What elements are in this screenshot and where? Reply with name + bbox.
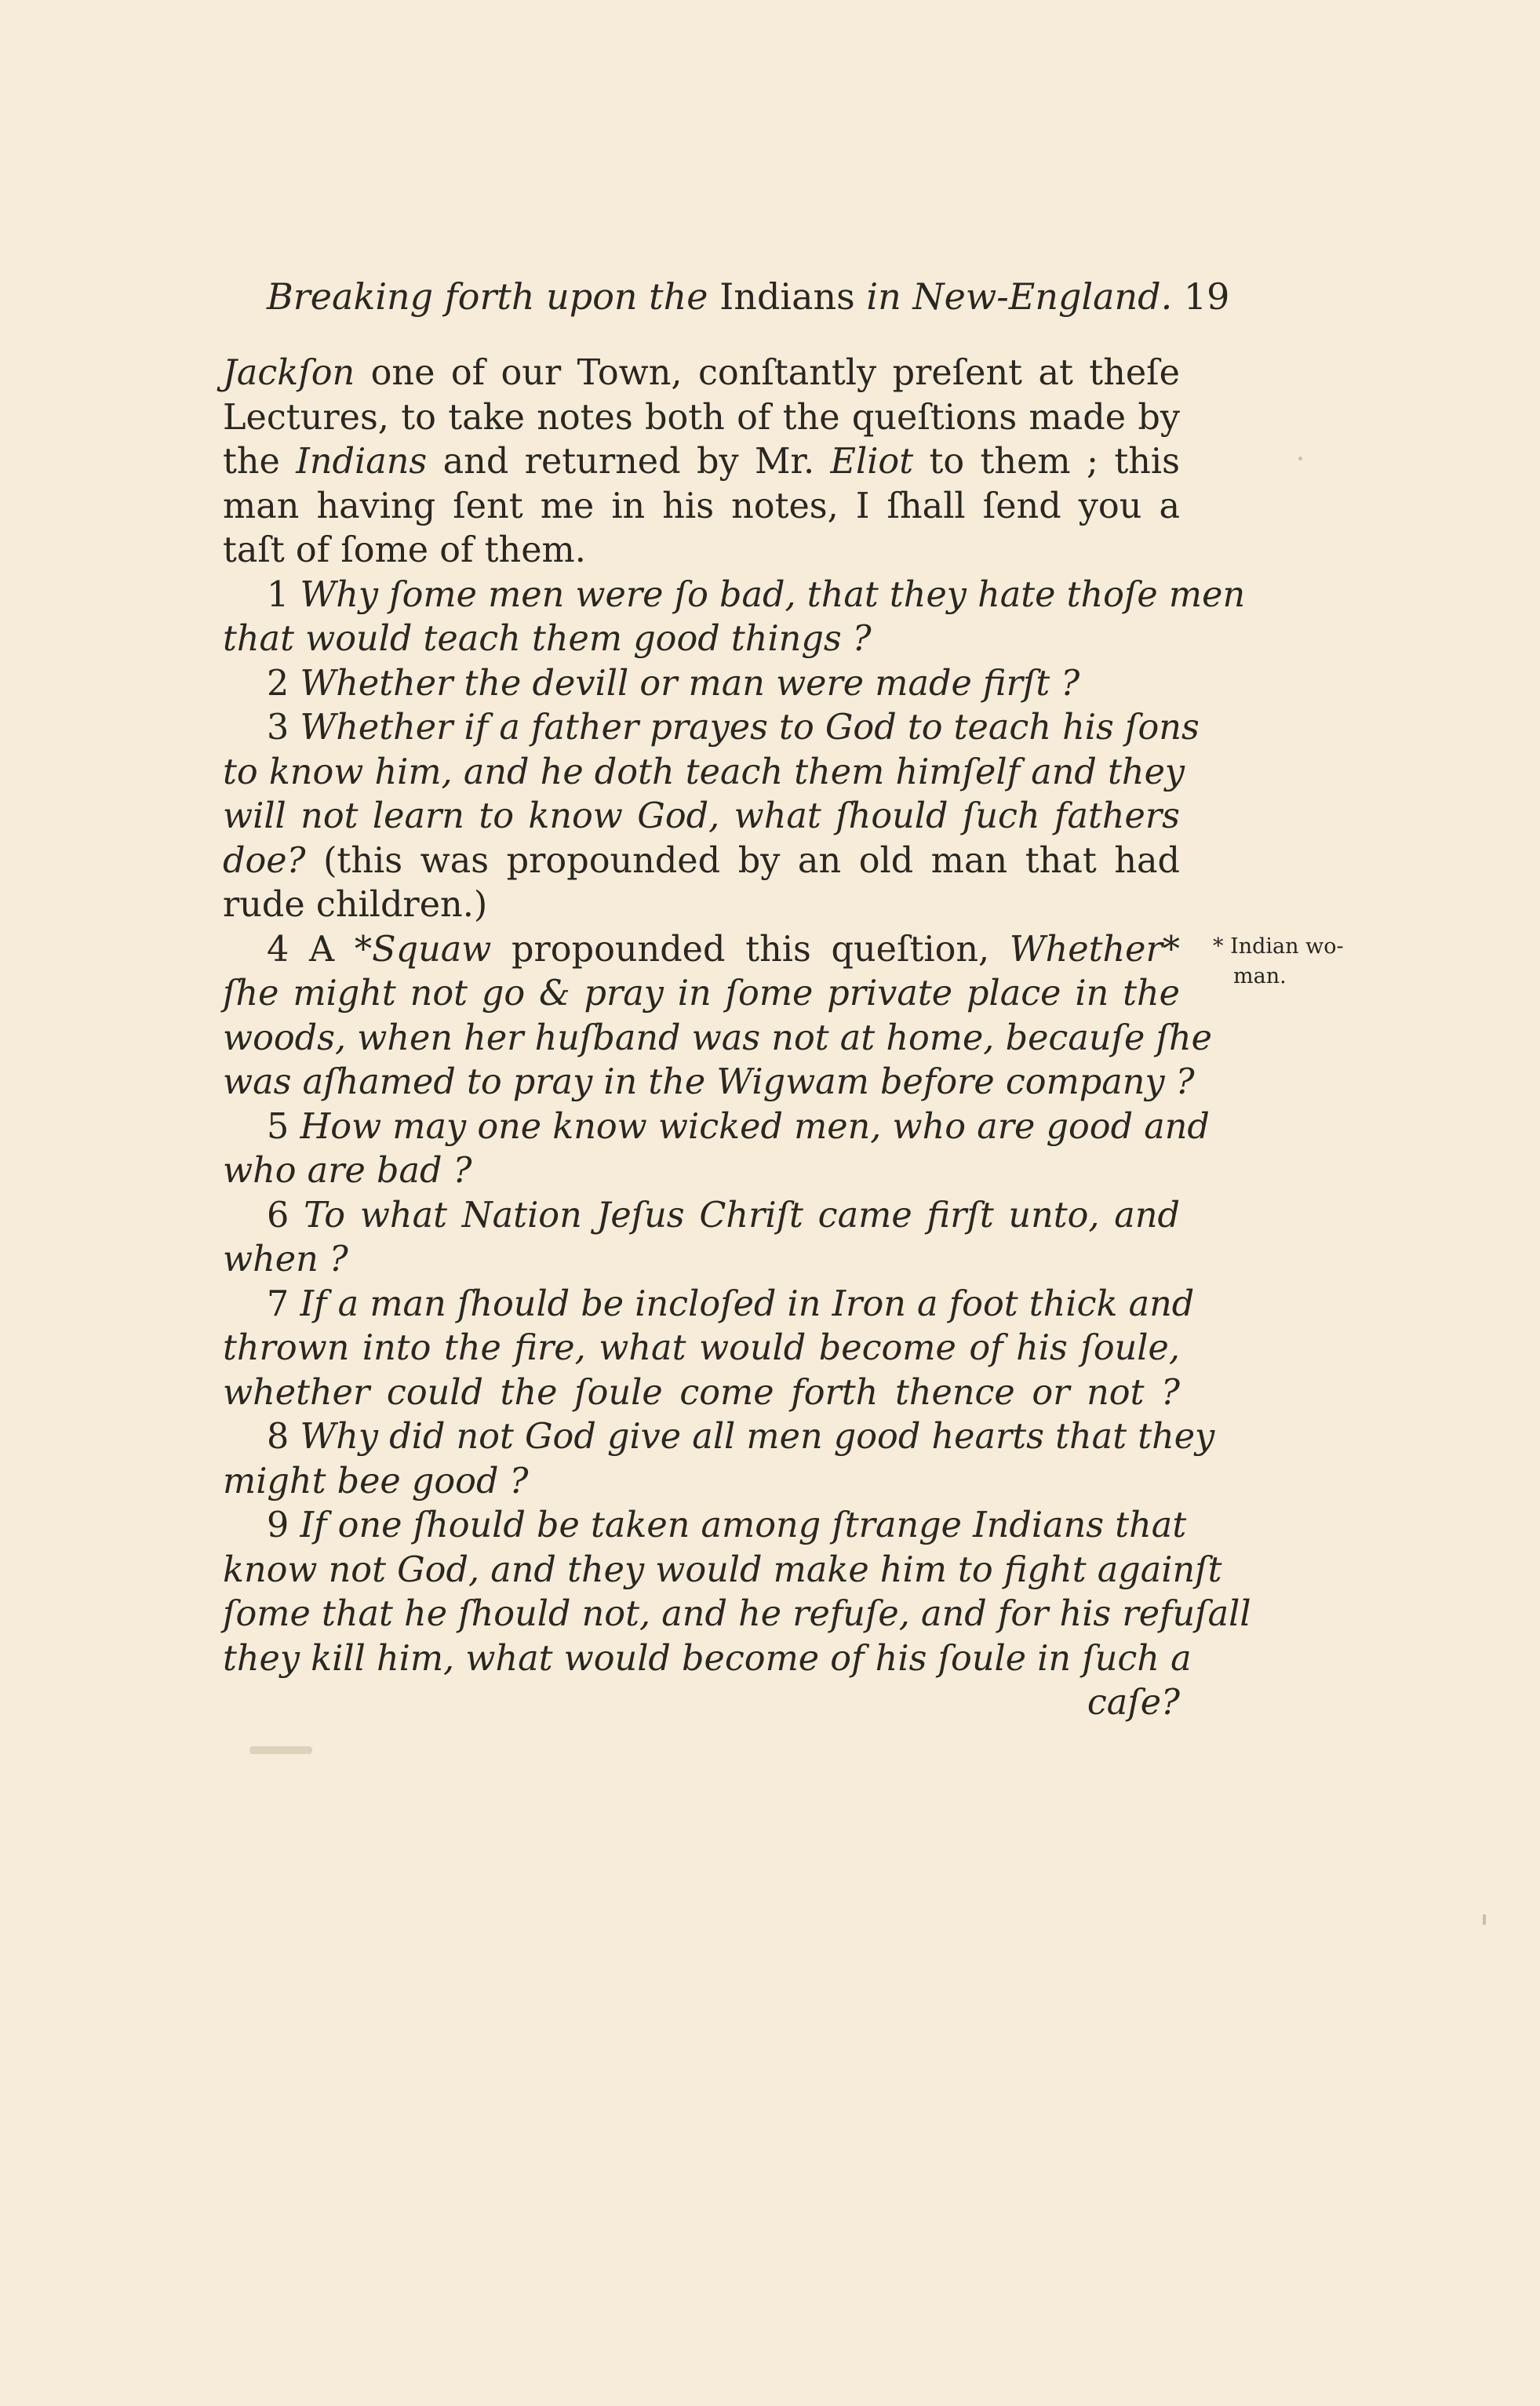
running-head (267, 273, 1230, 320)
text-segment: 2 (267, 663, 300, 704)
marginal-note-line-2: man. (1233, 964, 1287, 988)
text-segment: 7 (267, 1283, 300, 1324)
running-head-title-part3: in New-England. (866, 275, 1173, 318)
text-segment: rude children.) (223, 885, 488, 925)
text-line (223, 1415, 1215, 1460)
text-segment: 8 (267, 1417, 300, 1457)
text-segment: taſt of ſome of them. (223, 530, 586, 570)
text-line (223, 883, 1180, 928)
text-segment: they kill him, what would become of his ſoule in ſuch a (223, 1638, 1192, 1679)
text-segment: caſe? (1087, 1683, 1180, 1723)
text-line (223, 1460, 1180, 1505)
text-line (223, 795, 1180, 839)
text-segment: 1 (267, 574, 300, 615)
running-head-title-part2: Indians (719, 275, 855, 318)
text-line (223, 396, 1180, 441)
text-line (223, 1105, 1210, 1150)
paper-speck (1483, 1914, 1486, 1925)
text-line (223, 972, 1180, 1017)
text-line (223, 1283, 1195, 1327)
text-line (223, 706, 1200, 751)
text-segment: and returned by Mr. (427, 442, 831, 482)
text-line (223, 351, 1180, 396)
text-segment: the (223, 442, 297, 482)
text-line (223, 440, 1180, 485)
text-segment: 9 (267, 1505, 300, 1545)
text-line (223, 529, 1180, 573)
text-line (223, 1061, 1195, 1105)
text-segment: who are bad ? (223, 1151, 472, 1191)
text-segment: To what Nation Jeſus Chriſt came firſt unto, and (304, 1195, 1180, 1236)
text-segment: How may one know wicked men, who are good and (300, 1106, 1210, 1147)
text-segment: will not learn to know God, what ſhould ſuch fathers (223, 796, 1180, 836)
text-line (223, 1149, 1180, 1194)
text-segment: might bee good ? (223, 1461, 529, 1501)
text-segment: doe? (223, 840, 306, 881)
text-segment: Why did not God give all men good hearts that they (300, 1417, 1215, 1457)
text-line (223, 1681, 1180, 1726)
text-segment: Indians (296, 442, 428, 482)
running-head-title-part1: Breaking forth upon the (267, 275, 708, 318)
paper-mark (249, 1746, 312, 1754)
marginal-note-line-1: * Indian wo- (1213, 934, 1344, 959)
text-segment: If one ſhould be taken among ſtrange Indians that (300, 1505, 1187, 1545)
text-segment: one of our Town, conſtantly preſent at theſe (355, 353, 1180, 393)
text-line (223, 1371, 1180, 1416)
text-line (223, 1327, 1180, 1371)
paper-speck (1298, 457, 1302, 460)
text-segment: Squaw (372, 929, 492, 970)
text-segment: 5 (267, 1106, 300, 1147)
text-line (223, 485, 1180, 530)
text-segment: ſome that he ſhould not, and he refuſe, and for his refuſall (223, 1594, 1251, 1634)
text-line (223, 573, 1246, 618)
text-segment: to know him, and he doth teach them himſelf and they (223, 752, 1185, 792)
text-segment: whether could the ſoule come forth thence or not ? (223, 1372, 1180, 1413)
text-segment: know not God, and they would make him to fight againſt (223, 1549, 1222, 1590)
text-line (223, 1637, 1192, 1682)
text-line (223, 617, 1180, 662)
text-line (223, 1194, 1180, 1239)
text-segment: (this was propounded by an old man that had (305, 840, 1180, 881)
text-segment: propounded this queſtion, (491, 929, 1010, 970)
text-segment: Eliot (830, 442, 914, 482)
text-segment: 4 A * (267, 929, 373, 970)
page-number: 19 (1183, 275, 1230, 318)
text-segment: Whether (1009, 929, 1163, 970)
marginal-note (1213, 932, 1354, 992)
text-line (223, 1504, 1187, 1549)
text-segment: Whether if a father prayes to God to teach his ſons (300, 708, 1200, 748)
text-line (223, 1592, 1251, 1637)
text-segment: ſhe might not go & pray in ſome private place in the (223, 974, 1180, 1014)
text-line (223, 662, 1180, 707)
text-segment: when ? (223, 1239, 348, 1279)
text-segment: to them ; this (913, 442, 1180, 482)
text-segment: man having ſent me in his notes, I ſhall ſend you a (223, 486, 1180, 526)
text-segment: was aſhamed to pray in the Wigwam before company ? (223, 1062, 1195, 1102)
text-line (223, 1238, 1180, 1283)
text-line (223, 751, 1185, 795)
text-line (223, 1549, 1222, 1593)
text-segment: If a man ſhould be incloſed in Iron a foot thick and (300, 1283, 1195, 1324)
text-segment: Jackſon (223, 353, 355, 393)
text-segment: Whether the devill or man were made firſt ? (300, 663, 1080, 704)
text-segment: 6 (267, 1195, 304, 1236)
text-line (223, 1017, 1212, 1061)
text-line (223, 928, 1180, 973)
text-segment: thrown into the fire, what would become of his ſoule, (223, 1328, 1180, 1368)
text-segment: Lectures, to take notes both of the queſtions made by (223, 397, 1180, 438)
text-segment: woods, when her huſband was not at home, becauſe ſhe (223, 1017, 1212, 1058)
text-segment: that would teach them good things ? (223, 619, 872, 659)
text-line (223, 839, 1180, 884)
text-segment: * (1162, 929, 1180, 970)
text-segment: Why ſome men were ſo bad, that they hate thoſe men (300, 574, 1246, 615)
body-text (223, 351, 1251, 1726)
text-segment: 3 (267, 708, 300, 748)
